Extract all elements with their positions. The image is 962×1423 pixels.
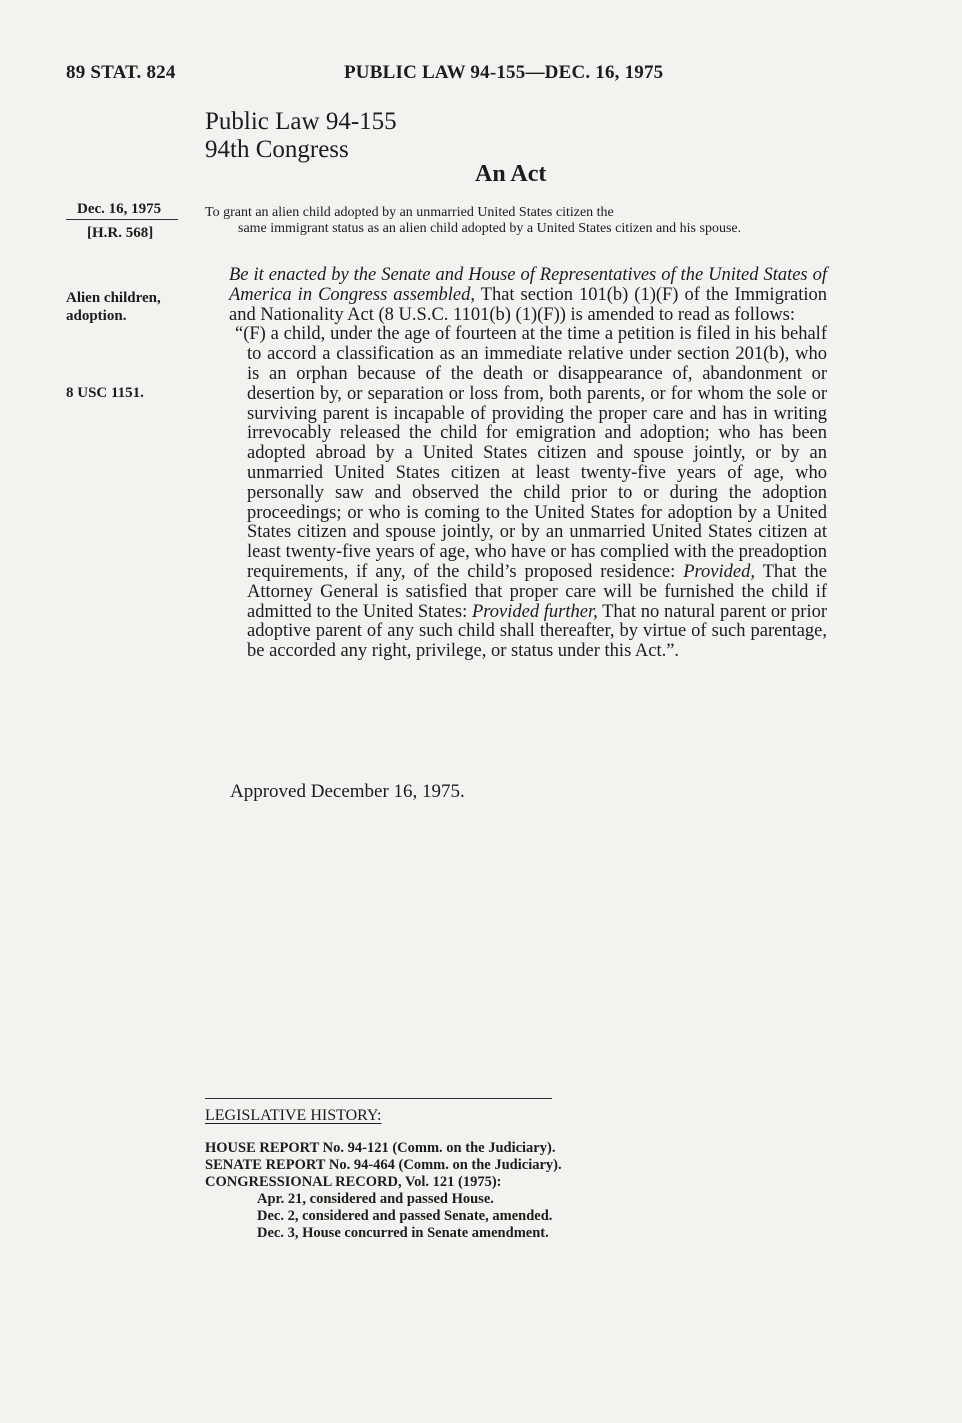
act-purpose xyxy=(205,205,827,237)
running-title: PUBLIC LAW 94-155—DEC. 16, 1975 xyxy=(344,62,664,83)
margin-topic-line2: adoption. xyxy=(66,308,127,324)
amended-text-part2: That the Attorney General is satisfied that proper care will be furnished the child if admitted to the United States: xyxy=(247,561,827,622)
public-law-number: Public Law 94-155 xyxy=(205,108,397,135)
approval-date: Approved December 16, 1975. xyxy=(230,781,465,802)
legislative-history-line: Apr. 21, considered and passed House. xyxy=(257,1191,494,1207)
provided-further-clause: Provided further, xyxy=(471,601,598,622)
margin-topic-note xyxy=(66,289,161,325)
purpose-rest: same immigrant status as an alien child adopted by a United States citizen and his spouse. xyxy=(238,221,742,236)
amended-text-part1: “(F) a child, under the age of fourteen at the time a petition is filed in his behalf to accord a classification as an immediate relative under section 201(b), who is an orphan because of the death or disappearance of, abandonment or desertion by, or separation or loss from, both parents, or for whom the sole or surviving parent is incapable of providing the proper care and has in writing irrevocably released the child for emigration and adoption; who has been adopted abroad by a United States citizen and spouse jointly, or by an unmarried United States citizen at least twenty-five years of age, who personally saw and observed the child prior to or during the adoption proceedings; or who is coming to the United States for adoption by a United States citizen and spouse jointly, or by an unmarried United States citizen at least twenty-five years of age, who have or has complied with the preadoption requirements, if any, of the child’s proposed residence: xyxy=(235,324,827,582)
margin-topic-line1: Alien children, xyxy=(66,290,161,306)
margin-bill-number: [H.R. 568] xyxy=(87,225,154,241)
legislative-history-line: HOUSE REPORT No. 94-121 (Comm. on the Judiciary). xyxy=(205,1140,556,1156)
act-heading: An Act xyxy=(475,161,547,187)
amended-text xyxy=(205,325,827,662)
margin-usc-reference: 8 USC 1151. xyxy=(66,385,144,401)
enacting-text: That section 101(b) (1)(F) of the Immigration and Nationality Act (8 U.S.C. 1101(b) (1)(F)) is amended to read as follows: xyxy=(229,284,827,325)
congress-number: 94th Congress xyxy=(205,136,349,163)
legislative-history-rule xyxy=(205,1098,552,1099)
law-title-block xyxy=(205,108,397,164)
margin-date: Dec. 16, 1975 xyxy=(77,201,162,217)
enacting-clause xyxy=(205,266,827,325)
amended-text-part3: That no natural parent or prior adoptive parent of any such child shall thereafter, by virtue of such parentage, be accorded any right, privilege, or status under this Act.”. xyxy=(247,601,828,662)
purpose-line1: To grant an alien child adopted by an unmarried United States citizen the xyxy=(205,205,614,220)
legislative-history-line: Dec. 2, considered and passed Senate, amended. xyxy=(257,1208,553,1224)
stat-page-number: 89 STAT. 824 xyxy=(66,62,176,83)
legislative-history-heading: LEGISLATIVE HISTORY: xyxy=(205,1107,382,1124)
legislative-history-line: SENATE REPORT No. 94-464 (Comm. on the Judiciary). xyxy=(205,1157,562,1173)
act-body xyxy=(205,266,827,662)
legislative-history-line: Dec. 3, House concurred in Senate amendment. xyxy=(257,1225,549,1241)
enacting-formula: Be it enacted by the Senate and House of Representatives of the United States of America in Congress assembled, xyxy=(229,265,827,305)
provided-clause: Provided, xyxy=(683,561,755,582)
legislative-history-line: CONGRESSIONAL RECORD, Vol. 121 (1975): xyxy=(205,1174,502,1190)
margin-date-rule xyxy=(66,219,178,220)
